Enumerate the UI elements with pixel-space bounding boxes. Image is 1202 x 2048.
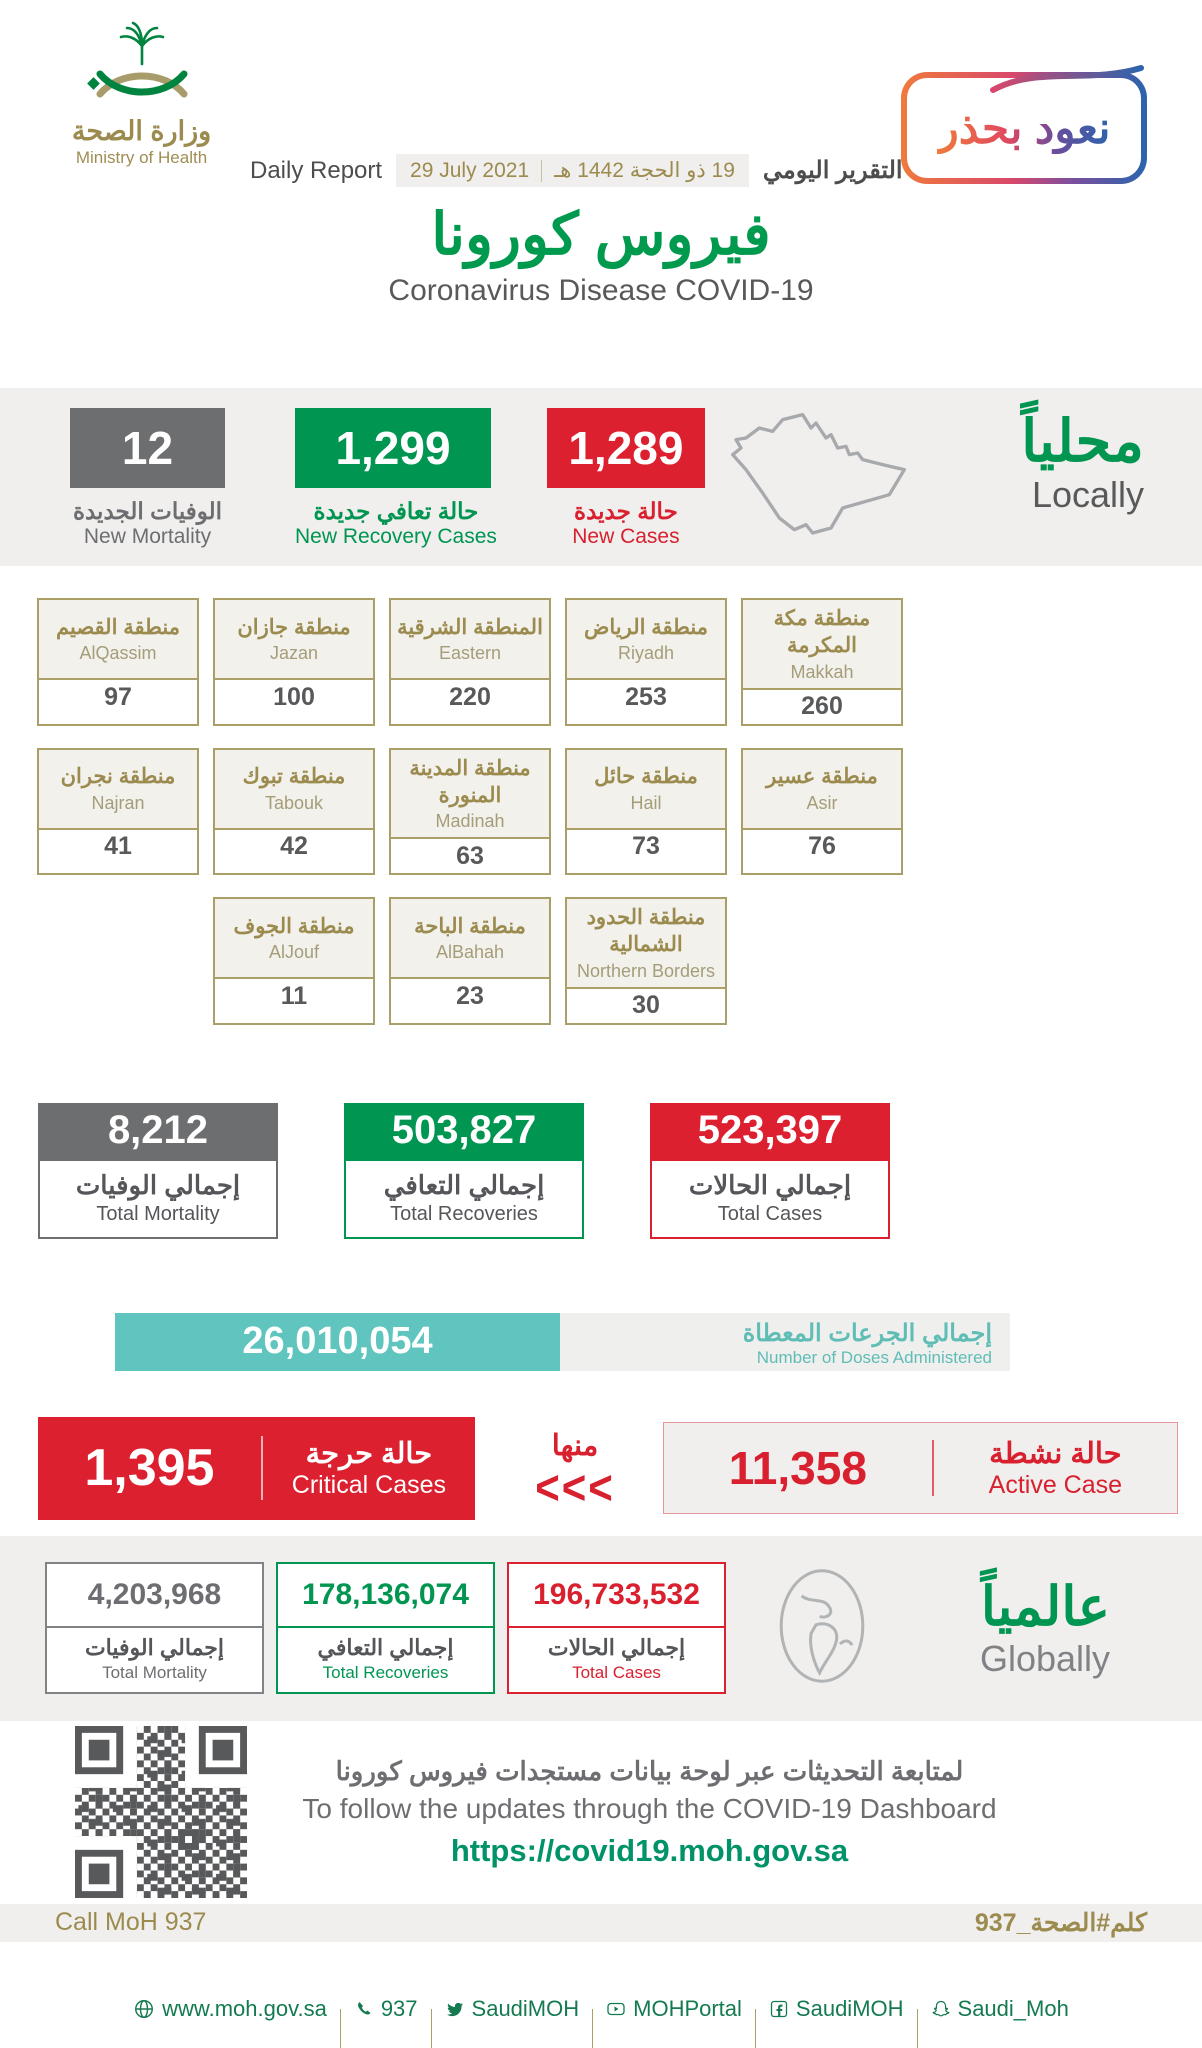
- region-name-ar: منطقة المدينة المنورة: [409, 756, 531, 807]
- footer-facebook-label: SaudiMOH: [795, 1995, 904, 2021]
- phone-icon: [354, 1999, 374, 2019]
- critical-cases-box: [38, 1417, 475, 1520]
- region-value: 63: [456, 841, 484, 870]
- region-card-jazan: [213, 598, 375, 726]
- snapchat-icon: [931, 1999, 951, 2019]
- region-value: 11: [280, 981, 308, 1010]
- daily-report-label-ar: التقرير اليومي: [762, 157, 903, 184]
- globally-label-en: Globally: [979, 1638, 1110, 1680]
- dashboard-line-ar: لمتابعة التحديثات عبر لوحة بيانات مستجدات فيروس كورونا: [335, 1755, 964, 1786]
- region-value: 41: [104, 832, 132, 861]
- active-case-value: 11,358: [728, 1442, 867, 1495]
- locally-label: [921, 408, 1202, 566]
- chevrons-left-icon: <<<: [535, 1460, 615, 1515]
- youtube-icon: [606, 1999, 626, 2019]
- global-cases-label-ar: إجمالي الحالات: [547, 1635, 686, 1661]
- title-block: [0, 195, 1202, 388]
- region-card-makkah: [741, 598, 903, 726]
- global-mortality-value: 4,203,968: [47, 1564, 262, 1628]
- footer-youtube[interactable]: [606, 1996, 742, 2022]
- totals-row: [38, 1103, 1202, 1239]
- region-name-en: Eastern: [438, 643, 502, 664]
- badge-swoosh-icon: [987, 60, 1147, 96]
- region-name-en: AlQassim: [79, 643, 157, 664]
- new-mortality-value: 12: [70, 408, 225, 488]
- region-value: 260: [801, 692, 843, 721]
- total-recoveries-box: [344, 1103, 584, 1239]
- moh-logo-english: Ministry of Health: [75, 148, 208, 167]
- region-name-ar: منطقة الرياض: [584, 615, 708, 639]
- global-cases-card: [507, 1562, 726, 1694]
- doses-value: 26,010,054: [115, 1313, 560, 1371]
- call-strip: [0, 1904, 1202, 1942]
- region-name-ar: منطقة تبوك: [242, 765, 346, 789]
- header: [0, 0, 1202, 195]
- footer-website-label: www.moh.gov.sa: [162, 1995, 327, 2021]
- total-recoveries-label-ar: إجمالي التعافي: [383, 1169, 545, 1200]
- region-card-eastern: [389, 598, 551, 726]
- region-card-madinah: [389, 748, 551, 876]
- global-mortality-label-ar: إجمالي الوفيات: [84, 1635, 225, 1661]
- new-mortality-label-en: New Mortality: [83, 525, 212, 548]
- critical-cases-label-en: Critical Cases: [291, 1471, 446, 1500]
- total-cases-value: 523,397: [650, 1103, 890, 1159]
- dashboard-line-en: To follow the updates through the COVID-19 Dashboard: [302, 1792, 997, 1824]
- footer-snapchat[interactable]: [931, 1996, 1069, 2022]
- total-mortality-value: 8,212: [38, 1103, 278, 1159]
- region-value: 23: [456, 981, 484, 1010]
- new-mortality-label-ar: الوفيات الجديدة: [72, 498, 223, 524]
- region-name-ar: منطقة الباحة: [414, 915, 526, 939]
- twitter-icon: [445, 1999, 465, 2019]
- locally-stats-band: [0, 388, 1202, 566]
- qr-code: [75, 1726, 247, 1898]
- total-cases-label-en: Total Cases: [717, 1202, 823, 1225]
- footer-separator: [340, 2009, 341, 2048]
- region-value: 73: [632, 832, 660, 861]
- dashboard-text: [247, 1756, 1202, 1869]
- new-mortality-stat: [70, 408, 225, 566]
- global-cases-label-en: Total Cases: [572, 1663, 661, 1683]
- total-mortality-label-en: Total Mortality: [96, 1202, 220, 1225]
- footer-phone[interactable]: [354, 1996, 418, 2022]
- region-name-ar: المنطقة الشرقية: [397, 615, 543, 639]
- total-cases-box: [650, 1103, 890, 1239]
- region-name-en: AlJouf: [268, 942, 320, 963]
- moh-logo-arabic: وزارة الصحة: [71, 116, 212, 146]
- region-card-hail: [565, 748, 727, 876]
- new-recovery-label-ar: حالة تعافي جديدة: [313, 498, 479, 524]
- page-title-english: Coronavirus Disease COVID-19: [388, 273, 814, 307]
- of-which-label: منها: [551, 1429, 599, 1462]
- badge-text: نعود بحذر: [937, 103, 1111, 153]
- total-recoveries-label-en: Total Recoveries: [390, 1202, 538, 1225]
- region-card-northern-borders: [565, 897, 727, 1025]
- region-value: 76: [808, 832, 836, 861]
- region-row-1: [30, 598, 910, 726]
- footer-separator: [755, 2009, 756, 2048]
- new-cases-value: 1,289: [547, 408, 705, 488]
- moh-logo-icon: [67, 20, 217, 116]
- call-hashtag-label: كلم#الصحة_937: [974, 1908, 1147, 1937]
- critical-cases-label-ar: حالة حرجة: [305, 1438, 433, 1471]
- daily-report-label-en: Daily Report: [250, 156, 383, 184]
- doses-label-en: Number of Doses Administered: [756, 1347, 992, 1367]
- new-cases-label-en: New Cases: [572, 525, 680, 548]
- region-card-asir: [741, 748, 903, 876]
- dashboard-section: [0, 1721, 1202, 1904]
- new-cases-stat: [547, 408, 705, 566]
- global-mortality-label-en: Total Mortality: [102, 1663, 207, 1683]
- region-name-en: Najran: [91, 792, 145, 813]
- doses-row: [115, 1313, 1202, 1371]
- region-card-albahah: [389, 897, 551, 1025]
- date-gregorian: 29 July 2021: [410, 158, 530, 182]
- globe-icon: [768, 1556, 876, 1701]
- call-moh-label: Call MoH 937: [55, 1908, 207, 1937]
- active-case-box: [663, 1422, 1178, 1514]
- region-name-en: Makkah: [790, 661, 854, 682]
- region-card-aljouf: [213, 897, 375, 1025]
- saudi-map-icon: [711, 408, 921, 566]
- globally-band: [0, 1536, 1202, 1721]
- of-which-connector: [515, 1428, 635, 1515]
- new-recovery-value: 1,299: [295, 408, 491, 488]
- region-name-ar: منطقة مكة المكرمة: [773, 607, 871, 658]
- globally-label-ar: عالمياً: [980, 1577, 1110, 1638]
- region-card-najran: [37, 748, 199, 876]
- footer-twitter[interactable]: [445, 1996, 580, 2022]
- footer-separator: [431, 2009, 432, 2048]
- region-name-ar: منطقة جازان: [237, 615, 351, 639]
- date-hijri: 19 ذو الحجة 1442 هـ: [554, 159, 735, 182]
- region-row-3: [30, 897, 910, 1025]
- locally-label-ar: محلياً: [1021, 409, 1144, 474]
- page-title-arabic: فيروس كورونا: [431, 202, 771, 267]
- report-date-chip: [396, 154, 749, 187]
- new-recovery-stat: [295, 408, 497, 566]
- region-name-ar: منطقة عسير: [766, 765, 878, 789]
- new-recovery-label-en: New Recovery Cases: [295, 525, 497, 548]
- footer-website[interactable]: [133, 1996, 327, 2022]
- footer-youtube-label: MOHPortal: [633, 1995, 742, 2021]
- region-value: 100: [273, 682, 315, 711]
- globally-label: [876, 1576, 1202, 1680]
- doses-label-ar: إجمالي الجرعات المعطاة: [742, 1319, 992, 1347]
- region-name-en: AlBahah: [435, 942, 505, 963]
- critical-active-row: [38, 1417, 1202, 1520]
- dashboard-url-link[interactable]: https://covid19.moh.gov.sa: [450, 1832, 849, 1868]
- global-cases-value: 196,733,532: [509, 1564, 724, 1628]
- footer-separator: [592, 2009, 593, 2048]
- region-row-2: [30, 748, 910, 876]
- region-value: 220: [449, 682, 491, 711]
- facebook-icon: [769, 1999, 789, 2019]
- region-value: 97: [104, 682, 132, 711]
- divider: [932, 1440, 934, 1496]
- return-with-caution-badge: [901, 72, 1147, 184]
- total-mortality-label-ar: إجمالي الوفيات: [75, 1169, 241, 1200]
- region-name-en: Northern Borders: [576, 960, 716, 981]
- region-card-tabouk: [213, 748, 375, 876]
- region-name-en: Jazan: [269, 643, 319, 664]
- region-name-ar: منطقة نجران: [60, 765, 176, 789]
- footer-twitter-label: SaudiMOH: [471, 1995, 580, 2021]
- region-name-en: Asir: [806, 792, 838, 813]
- doses-label: [560, 1313, 1010, 1371]
- moh-logo: [44, 20, 239, 168]
- global-recoveries-value: 178,136,074: [278, 1564, 493, 1628]
- global-recoveries-label-ar: إجمالي التعافي: [317, 1635, 454, 1661]
- footer-phone-label: 937: [380, 1995, 418, 2021]
- total-recoveries-value: 503,827: [344, 1103, 584, 1159]
- report-bar: [250, 154, 903, 187]
- region-name-en: Tabouk: [264, 792, 324, 813]
- global-recoveries-label-en: Total Recoveries: [322, 1663, 449, 1683]
- region-name-ar: منطقة الحدود الشمالية: [586, 906, 706, 957]
- regions-grid: [30, 566, 910, 1025]
- date-divider: [541, 160, 542, 182]
- critical-cases-value: 1,395: [84, 1439, 215, 1498]
- locally-label-en: Locally: [1031, 473, 1144, 515]
- region-value: 253: [625, 682, 667, 711]
- region-name-en: Madinah: [435, 811, 505, 832]
- footer-facebook[interactable]: [769, 1996, 904, 2022]
- globe-icon: [133, 1998, 155, 2020]
- active-case-label-ar: حالة نشطة: [989, 1438, 1122, 1471]
- region-value: 30: [632, 991, 660, 1020]
- total-mortality-box: [38, 1103, 278, 1239]
- region-name-ar: منطقة القصيم: [56, 615, 180, 639]
- region-name-en: Riyadh: [617, 643, 675, 664]
- region-name-ar: منطقة الجوف: [233, 915, 355, 939]
- region-name-en: Hail: [630, 792, 662, 813]
- region-card-riyadh: [565, 598, 727, 726]
- global-mortality-card: [45, 1562, 264, 1694]
- footer-contacts: [0, 1942, 1202, 2048]
- footer-separator: [917, 2009, 918, 2048]
- footer-snapchat-label: Saudi_Moh: [957, 1995, 1069, 2021]
- region-value: 42: [280, 832, 308, 861]
- region-name-ar: منطقة حائل: [594, 765, 698, 789]
- new-cases-label-ar: حالة جديدة: [574, 498, 678, 524]
- global-recoveries-card: [276, 1562, 495, 1694]
- region-card-alqassim: [37, 598, 199, 726]
- active-case-label-en: Active Case: [988, 1471, 1123, 1500]
- total-cases-label-ar: إجمالي الحالات: [688, 1169, 852, 1200]
